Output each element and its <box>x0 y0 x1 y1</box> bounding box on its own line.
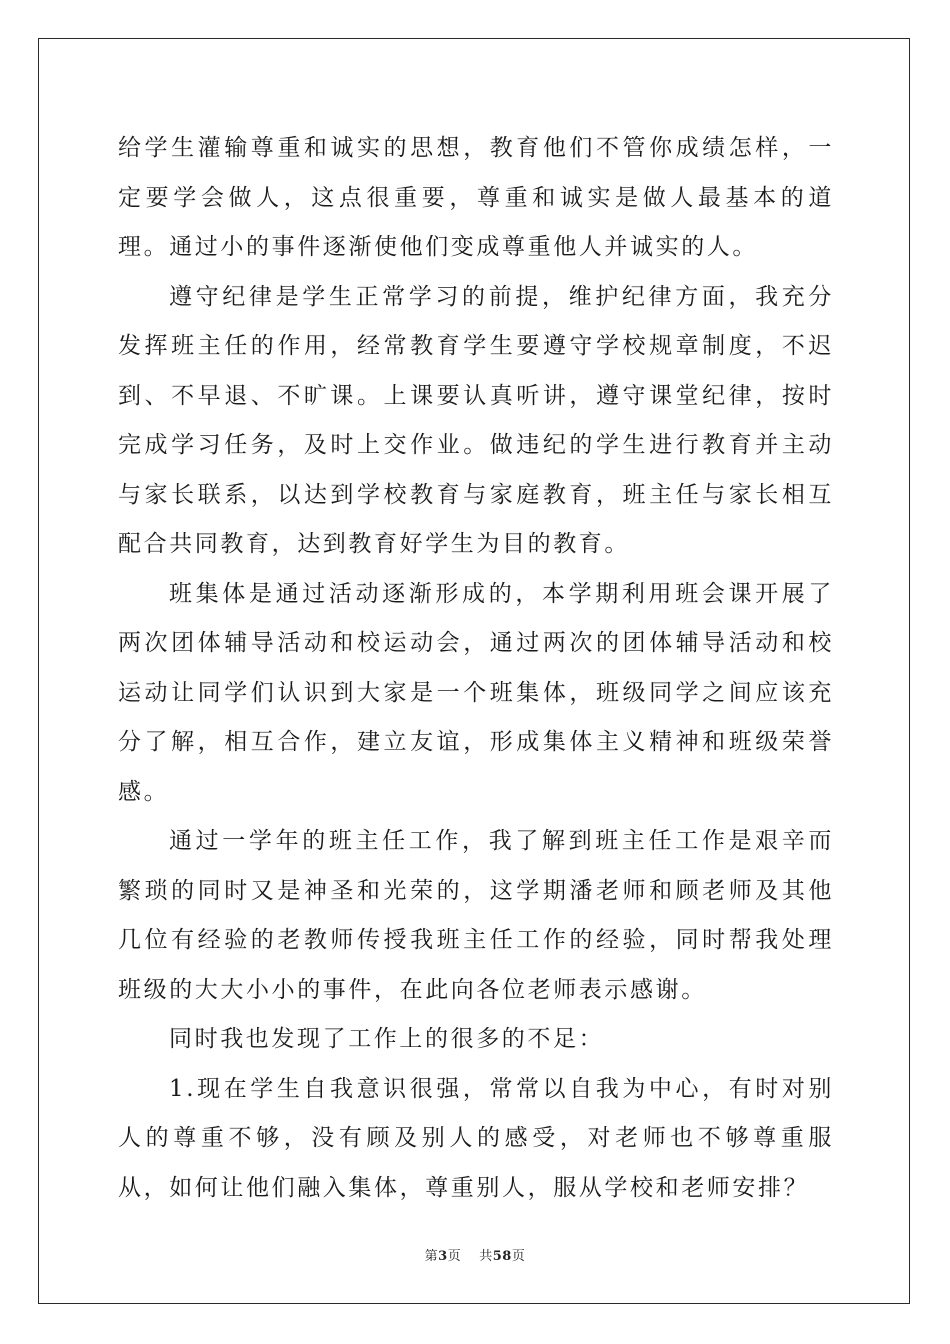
paragraph-6: 1.现在学生自我意识很强，常常以自我为中心，有时对别人的尊重不够，没有顾及别人的感受，对老师也不够尊重服从，如何让他们融入集体，尊重别人，服从学校和老师安排？ <box>118 1075 834 1201</box>
total-pages: 58 <box>492 1249 512 1264</box>
total-pages-indicator <box>479 1245 525 1264</box>
page-footer <box>0 1245 950 1264</box>
paragraph-3: 班集体是通过活动逐渐形成的，本学期利用班会课开展了两次团体辅导活动和校运动会，通过两次的团体辅导活动和校运动让同学们认识到大家是一个班集体，班级同学之间应该充分了解，相互合作，建立友谊，形成集体主义精神和班级荣誉感。 <box>118 580 834 805</box>
total-prefix: 共 <box>479 1249 493 1264</box>
page-suffix: 页 <box>447 1249 462 1264</box>
paragraph-2: 遵守纪律是学生正常学习的前提，维护纪律方面，我充分发挥班主任的作用，经常教育学生要遵守学校规章制度，不迟到、不早退、不旷课。上课要认真听讲，遵守课堂纪律，按时完成学习任务，及时上交作业。做违纪的学生进行教育并主动与家长联系，以达到学校教育与家庭教育，班主任与家长相互配合共同教育，达到教育好学生为目的教育。 <box>118 283 834 557</box>
paragraph-5: 同时我也发现了工作上的很多的不足： <box>169 1026 605 1052</box>
page-indicator <box>425 1245 462 1264</box>
total-suffix: 页 <box>511 1249 526 1264</box>
paragraph-1: 给学生灌输尊重和诚实的思想，教育他们不管你成绩怎样，一定要学会做人，这点很重要，尊重和诚实是做人最基本的道理。通过小的事件逐渐使他们变成尊重他人并诚实的人。 <box>118 135 834 260</box>
document-body <box>118 124 834 1213</box>
page-number: 3 <box>438 1249 448 1264</box>
paragraph-4: 通过一学年的班主任工作，我了解到班主任工作是艰辛而繁琐的同时又是神圣和光荣的，这学期潘老师和顾老师及其他几位有经验的老教师传授我班主任工作的经验，同时帮我处理班级的大大小小的事件，在此向各位老师表示感谢。 <box>118 828 834 1003</box>
page-prefix: 第 <box>424 1249 439 1264</box>
